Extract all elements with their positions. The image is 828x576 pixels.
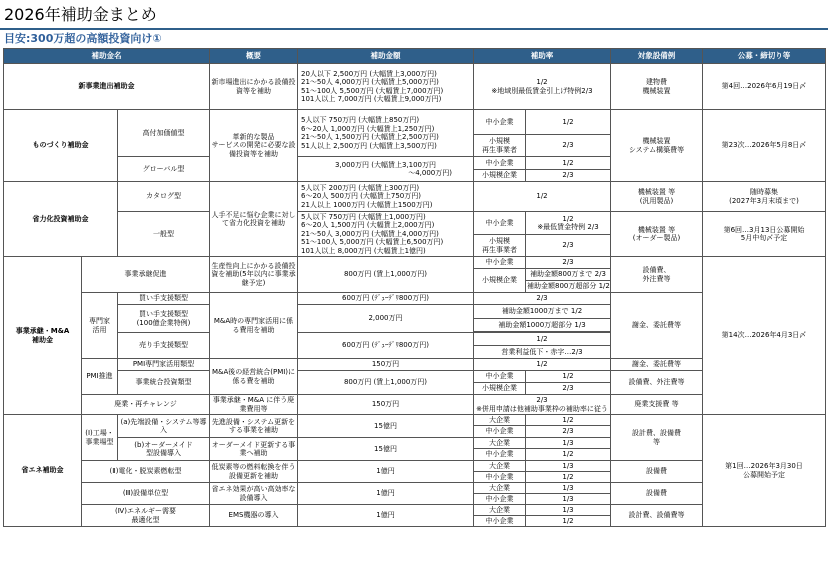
overview-cell: 生産性向上にかかる設備投資を補助(5年以内に事業承継予定) xyxy=(210,257,298,293)
size-label: 中小企業 xyxy=(474,449,526,461)
overview-cell: 人手不足に悩む企業に対して省力化投資を補助 xyxy=(210,182,298,257)
rate-cell: 1/2 xyxy=(526,415,611,426)
rate-cell: 1/2 xyxy=(526,449,611,461)
rate-cell: 2/3 xyxy=(526,135,611,157)
amount-cell: 600万円 (ﾃﾞｭｰﾃﾞﾘ800万円) xyxy=(298,333,474,359)
amount-cell: 600万円 (ﾃﾞｭｰﾃﾞﾘ800万円) xyxy=(298,293,474,305)
rate-cell: 1/3 xyxy=(526,483,611,494)
category-label: PMI推進 xyxy=(82,359,118,395)
rate-cell: 1/2 xyxy=(526,110,611,135)
overview-cell: オーダーメイド更新する事業へ補助 xyxy=(210,438,298,461)
deadline-cell: 第23次…2026年5月8日〆 xyxy=(703,110,826,182)
rate-cell: 2/3 ※併用申請は他補助事業枠の補助率に従う xyxy=(474,395,611,415)
table-row xyxy=(4,359,826,371)
subtype-label: (a)先端設備・システム等導入 xyxy=(118,415,210,438)
subsidy-table xyxy=(3,48,826,527)
subsidy-name: 新事業進出補助金 xyxy=(4,64,210,110)
rate-cell: 1/2 ※地域別最低賃金引上げ特例2/3 xyxy=(474,64,611,110)
overview-cell: 先進設備・システム更新をする事業を補助 xyxy=(210,415,298,438)
rate-cell: 1/2 xyxy=(474,182,611,212)
subsidy-name: 事業承継・M&A 補助金 xyxy=(4,257,82,415)
size-label: 中小企業 xyxy=(474,371,526,383)
equipment-cell: 謝金、委託費等 xyxy=(611,293,703,359)
overview-cell: 事業承継・M&A に伴う廃業費用等 xyxy=(210,395,298,415)
table-row xyxy=(4,461,826,472)
amount-cell: 20人以下 2,500万円 (大幅賃上3,000万円) 21～50人 4,000万円 (大幅賃上5,000万円) 51～100人 5,500万円 (大幅賃上7,000万円) 101人以上 7,000万円 (大幅賃上9,000万円) xyxy=(298,64,474,110)
equipment-cell: 設計費、設備費 等 xyxy=(611,415,703,461)
rate-cell: 補助金額1000万まで 1/2 xyxy=(474,305,611,319)
page-subtitle: 目安:300万超の高額投資向け① xyxy=(4,32,162,45)
size-label: 中小企業 xyxy=(474,426,526,438)
rate-cell: 1/2 xyxy=(474,333,611,346)
overview-cell: 革新的な製品 サービスの開発に必要な設備投資等を補助 xyxy=(210,110,298,182)
amount-cell: 3,000万円 (大幅賃上3,100万円 ～4,000万円) xyxy=(298,157,474,182)
header-equipment: 対象設備例 xyxy=(611,49,703,64)
subtype-label: 買い手支援類型 (100億企業特例) xyxy=(118,305,210,333)
equipment-cell: 機械装置 等 (汎用製品) xyxy=(611,182,703,212)
rate-cell: 補助金額800万超部分 1/2 xyxy=(526,281,611,293)
rate-cell: 2/3 xyxy=(526,235,611,257)
table-row xyxy=(4,505,826,516)
equipment-cell: 謝金、委託費等 xyxy=(611,359,703,371)
rate-cell: 1/2 xyxy=(526,516,611,527)
subtype-label: (Ⅲ)設備単位型 xyxy=(82,483,210,505)
rate-cell: 2/3 xyxy=(526,170,611,182)
equipment-cell: 機械装置 等 (オーダー製品) xyxy=(611,212,703,257)
subtype-label: 事業承継促進 xyxy=(82,257,210,293)
size-label: 中小企業 xyxy=(474,157,526,170)
table-row xyxy=(4,110,826,135)
equipment-cell: 建物費 機械装置 xyxy=(611,64,703,110)
size-label: 大企業 xyxy=(474,438,526,449)
subsidy-name: 省力化投資補助金 xyxy=(4,182,118,257)
amount-cell: 1億円 xyxy=(298,483,474,505)
rate-cell: 1/2 xyxy=(526,371,611,383)
rate-cell: 1/3 xyxy=(526,505,611,516)
category-label: (Ⅰ)工場・ 事業場型 xyxy=(82,415,118,461)
amount-cell: 5人以下 750万円 (大幅賃上1,000万円) 6～20人 1,500万円 (大幅賃上2,000万円) 21～50人 3,000万円 (大幅賃上4,000万円) 51～100人 5,000万円 (大幅賃上6,500万円) 101人以上 8,000万円 (大幅賃上1億円) xyxy=(298,212,474,257)
rate-cell: 2/3 xyxy=(474,293,611,305)
table-row xyxy=(4,395,826,415)
subtype-label: 一般型 xyxy=(118,212,210,257)
header-row xyxy=(4,49,826,64)
subtype-label: カタログ型 xyxy=(118,182,210,212)
overview-cell: EMS機器の導入 xyxy=(210,505,298,527)
rate-cell: 補助金額1000万超部分 1/3 xyxy=(474,319,611,332)
amount-cell: 800万円 (賃上1,000万円) xyxy=(298,371,474,395)
subtype-label: 売り手支援類型 xyxy=(118,333,210,359)
equipment-cell: 設計費、設備費等 xyxy=(611,505,703,527)
rate-cell: 1/3 xyxy=(526,461,611,472)
amount-cell: 5人以下 200万円 (大幅賃上300万円) 6～20人 500万円 (大幅賃上750万円) 21人以上 1000万円 (大幅賃上1500万円) xyxy=(298,182,474,212)
deadline-cell: 第6回…3月13日公募開始 5月中旬〆予定 xyxy=(703,212,826,257)
subtype-label: 廃業・再チャレンジ xyxy=(82,395,210,415)
header-deadline: 公募・締切り等 xyxy=(703,49,826,64)
overview-cell: M&A後の経営統合(PMI)に係る費を補助 xyxy=(210,359,298,395)
rate-cell: 1/2 xyxy=(526,472,611,483)
overview-cell: M&A時の専門家活用に係る費用を補助 xyxy=(210,293,298,359)
amount-cell: 1億円 xyxy=(298,461,474,483)
size-label: 大企業 xyxy=(474,415,526,426)
equipment-cell: 設備費 xyxy=(611,461,703,483)
amount-cell: 800万円 (賃上1,000万円) xyxy=(298,257,474,293)
table-row xyxy=(4,257,826,269)
header-amount: 補助金額 xyxy=(298,49,474,64)
amount-cell: 150万円 xyxy=(298,359,474,371)
size-label: 中小企業 xyxy=(474,494,526,505)
rate-cell: 1/3 xyxy=(526,438,611,449)
deadline-cell: 第1回…2026年3月30日 公募開始予定 xyxy=(703,415,826,527)
header-overview: 概要 xyxy=(210,49,298,64)
size-label: 大企業 xyxy=(474,505,526,516)
table-row xyxy=(4,182,826,212)
category-label: 専門家 活用 xyxy=(82,293,118,359)
rate-cell: 2/3 xyxy=(526,257,611,269)
table-row xyxy=(4,483,826,494)
overview-cell: 省エネ効果が高い高効率な設備導入 xyxy=(210,483,298,505)
amount-cell: 2,000万円 xyxy=(298,305,474,333)
overview-cell: 低炭素等の燃料転換を伴う設備更新を補助 xyxy=(210,461,298,483)
subsidy-name: 省エネ補助金 xyxy=(4,415,82,527)
size-label: 大企業 xyxy=(474,461,526,472)
rate-cell: 補助金額800万まで 2/3 xyxy=(526,269,611,281)
deadline-cell: 第4回…2026年6月19日〆 xyxy=(703,64,826,110)
table-row xyxy=(4,415,826,426)
amount-cell: 150万円 xyxy=(298,395,474,415)
rate-cell: 営業利益低下・赤字…2/3 xyxy=(474,346,611,359)
table-row xyxy=(4,64,826,110)
size-label: 小規模 再生事業者 xyxy=(474,235,526,257)
deadline-cell: 随時募集 (2027年3月末頃まで) xyxy=(703,182,826,212)
rate-cell: 2/3 xyxy=(526,383,611,395)
table-row xyxy=(4,371,826,383)
amount-cell: 15億円 xyxy=(298,415,474,438)
header-name: 補助金名 xyxy=(4,49,210,64)
table-row xyxy=(4,293,826,305)
amount-cell: 15億円 xyxy=(298,438,474,461)
header-rate: 補助率 xyxy=(474,49,611,64)
rate-cell: 1/2 xyxy=(526,157,611,170)
rate-cell: 2/3 xyxy=(526,426,611,438)
deadline-cell: 第14次…2026年4月3日〆 xyxy=(703,257,826,415)
size-label: 小規模企業 xyxy=(474,383,526,395)
size-label: 小規模企業 xyxy=(474,269,526,293)
subtype-label: グローバル型 xyxy=(118,157,210,182)
size-label: 小規模 再生事業者 xyxy=(474,135,526,157)
size-label: 中小企業 xyxy=(474,257,526,269)
rate-cell: 1/2 ※最低賃金特例 2/3 xyxy=(526,212,611,235)
size-label: 中小企業 xyxy=(474,472,526,483)
subtype-label: 買い手支援類型 xyxy=(118,293,210,305)
overview-cell: 新市場進出にかかる設備投資等を補助 xyxy=(210,64,298,110)
equipment-cell: 設備費、外注費等 xyxy=(611,371,703,395)
equipment-cell: 廃業支援費 等 xyxy=(611,395,703,415)
size-label: 小規模企業 xyxy=(474,170,526,182)
rate-cell: 1/3 xyxy=(526,494,611,505)
subtype-label: (b)オーダーメイド 型設備導入 xyxy=(118,438,210,461)
subsidy-name: ものづくり補助金 xyxy=(4,110,118,182)
size-label: 中小企業 xyxy=(474,110,526,135)
size-label: 中小企業 xyxy=(474,212,526,235)
page-title: 2026年補助金まとめ xyxy=(0,0,828,30)
equipment-cell: 設備費 xyxy=(611,483,703,505)
amount-cell: 5人以下 750万円 (大幅賃上850万円) 6～20人 1,000万円 (大幅賃上1,250万円) 21～50人 1,500万円 (大幅賃上2,500万円) 51人以上 2,500万円 (大幅賃上3,500万円) xyxy=(298,110,474,157)
subtype-label: PMI専門家活用類型 xyxy=(118,359,210,371)
rate-cell: 1/2 xyxy=(474,359,611,371)
size-label: 中小企業 xyxy=(474,516,526,527)
equipment-cell: 機械装置 システム構築費等 xyxy=(611,110,703,182)
subtype-label: (Ⅱ)電化・脱炭素燃転型 xyxy=(82,461,210,483)
amount-cell: 1億円 xyxy=(298,505,474,527)
subtype-label: (Ⅳ)エネルギー需要 最適化型 xyxy=(82,505,210,527)
size-label: 大企業 xyxy=(474,483,526,494)
equipment-cell: 設備費、 外注費等 xyxy=(611,257,703,293)
table-row xyxy=(4,212,826,235)
subtype-label: 高付加価値型 xyxy=(118,110,210,157)
subtype-label: 事業統合投資類型 xyxy=(118,371,210,395)
